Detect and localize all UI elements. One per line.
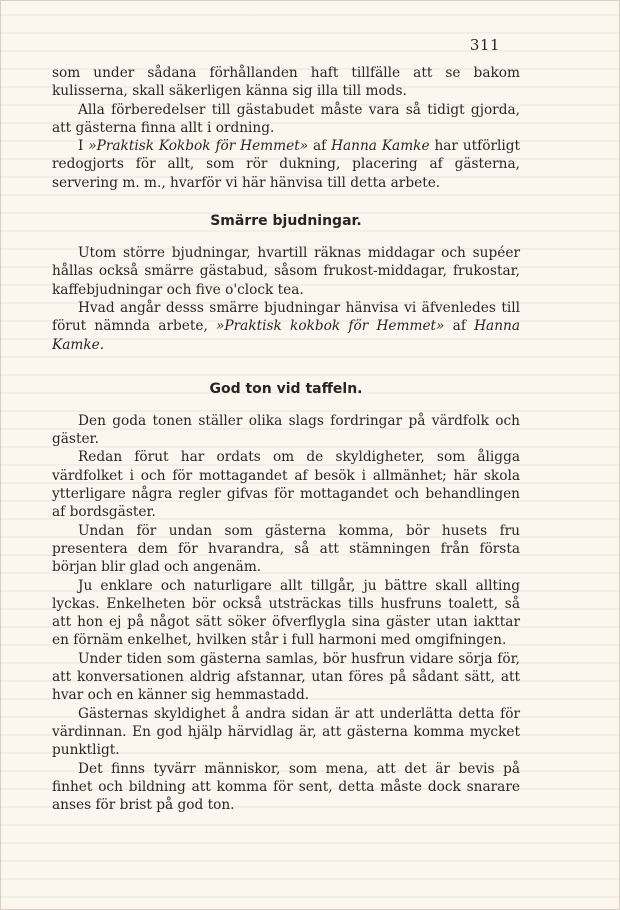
paragraph — [52, 299, 520, 354]
paragraph: Ju enklare och naturligare allt tillgår, ju bättre skall allting lyckas. Enkelheten bör också utsträckas tills husfruns toalett, så att hon ej på något sätt söker öfverflygla sina gäster utan iakttar en förnäm enkelhet, hvilken står i full harmoni med omgifningen. — [52, 577, 520, 649]
text-run: I — [78, 138, 89, 155]
paragraph: Under tiden som gästerna samlas, bör husfrun vidare sörja för, att konversationen aldrig afstannar, utan föres på sådant sätt, att hvar och en känner sig hemmastadd. — [52, 650, 520, 704]
paragraph: som under sådana förhållanden haft tillfälle att se bakom kulisserna, skall säkerligen känna sig illa till mods. — [52, 65, 520, 100]
paragraph: Utom större bjudningar, hvartill räknas middagar och supéer hållas också smärre gästabud, såsom frukost-middagar, frukostar, kaffebjudningar och five o'clock tea. — [52, 245, 520, 298]
section-heading: God ton vid taffeln. — [209, 380, 363, 397]
text-run: Hvad angår desss smärre bjudningar hänvisa vi äfvenledes till förut nämnda arbete, — [52, 299, 520, 335]
paragraph: Alla förberedelser till gästabudet måste vara så tidigt gjorda, att gästerna finna allt i ordning. — [52, 101, 520, 136]
section-heading: Smärre bjudningar. — [210, 213, 362, 230]
paragraph: Redan förut har ordats om de skyldigheter, som åligga värdfolket i och för mottagandet af besök i allmänhet; här skola ytterligare några regler gifvas för mottagandet och behandlingen af bordsgäster. — [52, 449, 520, 521]
paragraph: Undan för undan som gästerna komma, bör husets fru presentera dem för hvarandra, så att stämningen från första början blir glad och angenäm. — [52, 522, 520, 576]
paragraph: Den goda tonen ställer olika slags fordringar på värdfolk och gäster. — [52, 412, 520, 448]
paragraph — [52, 137, 520, 192]
paragraph: Det finns tyvärr människor, som mena, att det är bevis på finhet och bildning att komma för sent, detta måste dock snarare anses för brist på god ton. — [52, 760, 520, 814]
page-body — [52, 64, 520, 814]
text-run: af — [308, 138, 332, 155]
text-run: har utförligt redogjorts för allt, som rör dukning, placering af gästerna, servering m. m., hvarför vi här hänvisa till detta arbete. — [52, 138, 521, 191]
author-name: Hanna Kamke — [331, 138, 430, 155]
book-title-reference: »Praktisk kokbok för Hemmet» — [216, 318, 445, 335]
book-title-reference: »Praktisk Kokbok för Hemmet» — [88, 138, 309, 155]
paragraph: Gästernas skyldighet å andra sidan är att underlätta detta för värdinnan. En god hjälp härvidlag är, att gästerna komma mycket punktligt. — [52, 705, 520, 759]
author-name: Hanna Kamke. — [52, 318, 520, 353]
text-run: af — [444, 318, 475, 335]
page-number: 311 — [469, 36, 500, 54]
